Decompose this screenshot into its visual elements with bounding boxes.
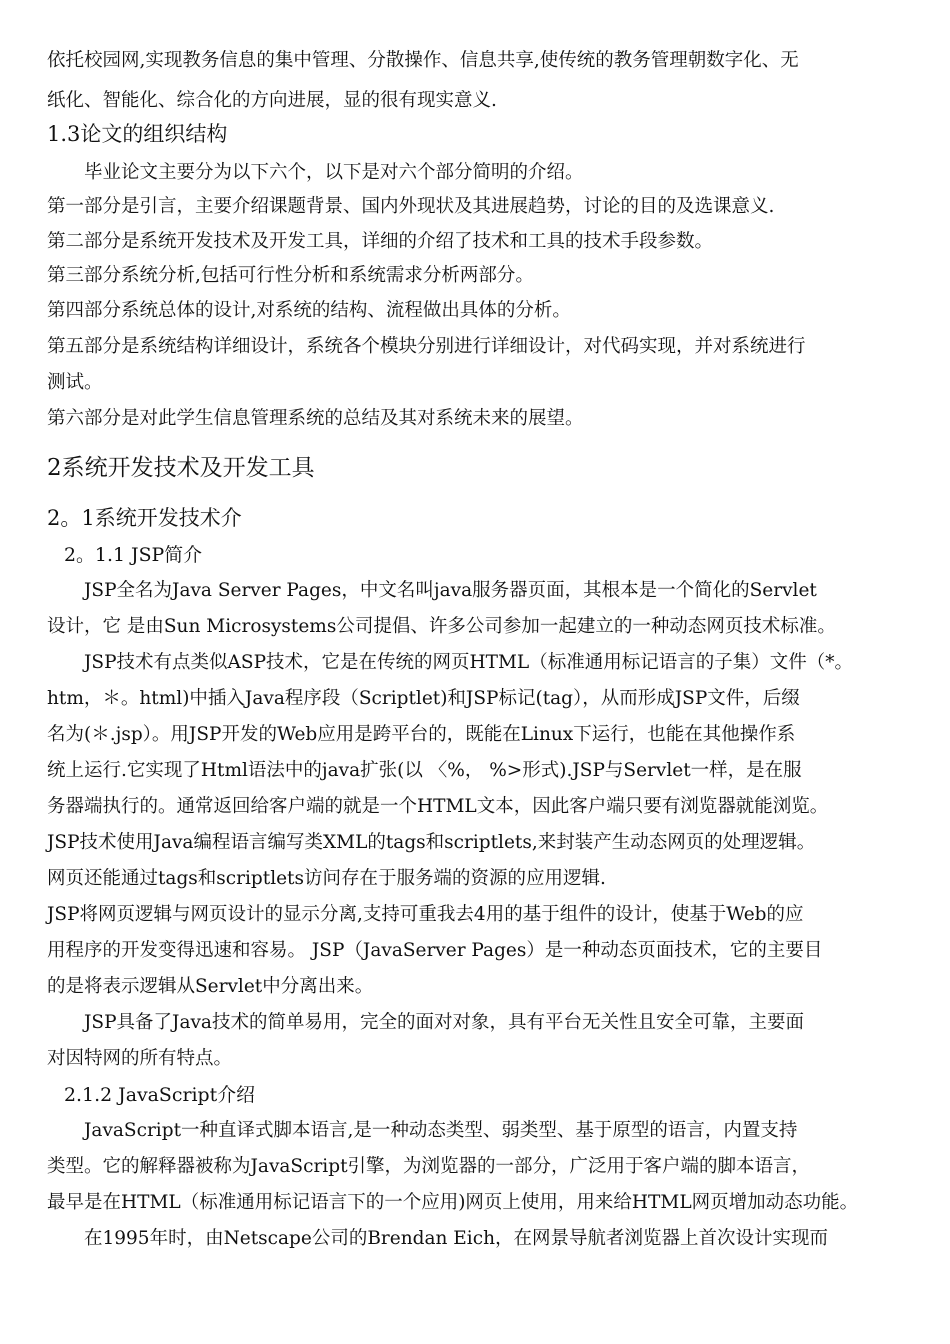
- body-text-line: 设计，它 是由Sun Microsystems公司提倡、许多公司参加一起建立的一种动态网页技术标准。: [47, 616, 836, 637]
- body-text-line: JSP技术使用Java编程语言编写类XML的tags和scriptlets,来封装产生动态网页的处理逻辑。: [47, 832, 816, 853]
- body-text-line: JSP将网页逻辑与网页设计的显示分离,支持可重我去4用的基于组件的设计，使基于Web的应: [47, 904, 804, 925]
- body-text-line: 测试。: [47, 372, 103, 393]
- body-text-line: JSP具备了Java技术的简单易用，完全的面对对象，具有平台无关性且安全可靠，主要面: [84, 1012, 804, 1033]
- body-text-line: 毕业论文主要分为以下六个，以下是对六个部分简明的介绍。: [84, 162, 584, 183]
- body-text-line: 第五部分是系统结构详细设计，系统各个模块分别进行详细设计，对代码实现，并对系统进行: [47, 336, 806, 357]
- body-text-line: 类型。它的解释器被称为JavaScript引擎，为浏览器的一部分，广泛用于客户端的脚本语言，: [47, 1156, 811, 1177]
- body-text-line: JavaScript一种直译式脚本语言,是一种动态类型、弱类型、基于原型的语言，内置支持: [84, 1120, 798, 1141]
- body-text-line: 依托校园网,实现教务信息的集中管理、分散操作、信息共享,使传统的教务管理朝数字化、无: [47, 50, 799, 71]
- body-text-line: 第四部分系统总体的设计,对系统的结构、流程做出具体的分析。: [47, 300, 571, 321]
- body-text-line: 用程序的开发变得迅速和容易。 JSP（JavaServer Pages）是一种动态页面技术，它的主要目: [47, 940, 823, 961]
- body-text-line: 在1995年时，由Netscape公司的Brendan Eich，在网景导航者浏览器上首次设计实现而: [84, 1228, 828, 1249]
- body-text-line: 第三部分系统分析,包括可行性分析和系统需求分析两部分。: [47, 265, 534, 286]
- body-text-line: 网页还能通过tags和scriptlets访问存在于服务端的资源的应用逻辑.: [47, 868, 606, 889]
- subsection-heading-2-1-1: 2。1.1 JSP简介: [64, 544, 203, 566]
- body-text-line: htm，＊。html)中插入Java程序段（Scriptlet)和JSP标记(tag），从而形成JSP文件，后缀: [47, 688, 800, 709]
- body-text-line: 的是将表示逻辑从Servlet中分离出来。: [47, 976, 374, 997]
- body-text-line: 对因特网的所有特点。: [47, 1048, 233, 1069]
- body-text-line: 最早是在HTML（标准通用标记语言下的一个应用)网页上使用，用来给HTML网页增加动态功能。: [47, 1192, 859, 1213]
- chapter-heading-2: 2系统开发技术及开发工具: [47, 455, 315, 481]
- body-text-line: 第一部分是引言，主要介绍课题背景、国内外现状及其进展趋势，讨论的目的及选课意义.: [47, 196, 775, 217]
- body-text-line: 纸化、智能化、综合化的方向进展，显的很有现实意义.: [47, 90, 497, 111]
- section-heading-1-3: 1.3论文的组织结构: [47, 122, 228, 146]
- body-text-line: 第六部分是对此学生信息管理系统的总结及其对系统未来的展望。: [47, 408, 584, 429]
- body-text-line: JSP全名为Java Server Pages，中文名叫java服务器页面，其根本是一个简化的Servlet: [84, 580, 817, 601]
- body-text-line: JSP技术有点类似ASP技术，它是在传统的网页HTML（标准通用标记语言的子集）文件（*。: [84, 652, 853, 673]
- section-heading-2-1: 2。1系统开发技术介: [47, 506, 242, 530]
- subsection-heading-2-1-2: 2.1.2 JavaScript介绍: [64, 1084, 256, 1106]
- body-text-line: 统上运行.它实现了Html语法中的java扩张(以 〈%， %>形式).JSP与Servlet一样，是在服: [47, 760, 802, 781]
- body-text-line: 名为(＊.jsp）。用JSP开发的Web应用是跨平台的，既能在Linux下运行，也能在其他操作系: [47, 724, 796, 745]
- body-text-line: 第二部分是系统开发技术及开发工具，详细的介绍了技术和工具的技术手段参数。: [47, 231, 714, 252]
- body-text-line: 务器端执行的。通常返回给客户端的就是一个HTML文本，因此客户端只要有浏览器就能浏览。: [47, 796, 829, 817]
